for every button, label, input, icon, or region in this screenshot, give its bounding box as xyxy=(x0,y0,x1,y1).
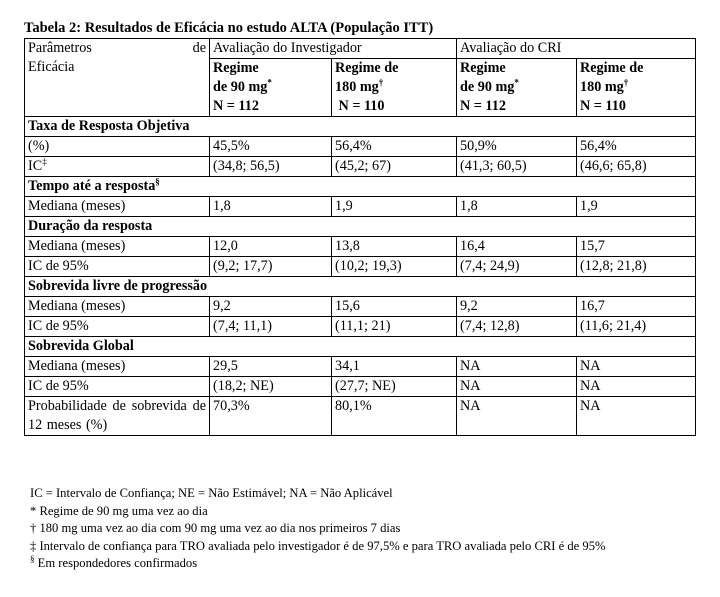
footnote-mark: * xyxy=(514,77,519,88)
row-label xyxy=(25,197,210,217)
table-cell: (27,7; NE) xyxy=(332,377,457,397)
table-cell: (18,2; NE) xyxy=(210,377,332,397)
row-label-text: IC de 95% xyxy=(28,318,89,334)
regimen-line: Regime xyxy=(213,60,259,76)
table-cell: NA xyxy=(457,397,577,436)
regimen-n: N = 112 xyxy=(460,98,506,114)
regimen-n: N = 110 xyxy=(335,98,385,114)
table-cell: 9,2 xyxy=(457,297,577,317)
footnote xyxy=(30,538,694,556)
row-label xyxy=(25,317,210,337)
section-title-text: Sobrevida Global xyxy=(28,338,134,354)
section-row xyxy=(25,217,696,237)
regimen-header-4 xyxy=(577,59,696,117)
row-label-text: Mediana (meses) xyxy=(28,358,126,374)
regimen-dose: de 90 mg* xyxy=(213,77,272,95)
table-cell: 56,4% xyxy=(332,137,457,157)
regimen-n: N = 112 xyxy=(213,98,259,114)
section-title xyxy=(25,277,696,297)
footnote xyxy=(30,503,694,521)
regimen-line: Regime de xyxy=(335,60,399,76)
regimen-line: Regime xyxy=(460,60,506,76)
header-cri: Avaliação do CRI xyxy=(457,39,696,59)
header-parameters-line1: Parâmetros de xyxy=(28,40,206,56)
table-cell: 13,8 xyxy=(332,237,457,257)
table-row xyxy=(25,317,696,337)
table-cell: (41,3; 60,5) xyxy=(457,157,577,177)
row-label xyxy=(25,297,210,317)
row-label-text: (%) xyxy=(28,138,50,154)
table-row xyxy=(25,357,696,377)
footnote-text: IC = Intervalo de Confiança; NE = Não Estimável; NA = Não Aplicável xyxy=(30,486,393,500)
table-cell: (7,4; 11,1) xyxy=(210,317,332,337)
table-cell: 15,7 xyxy=(577,237,696,257)
row-label-text: IC xyxy=(28,158,43,174)
table-cell: 29,5 xyxy=(210,357,332,377)
footnote-mark: * xyxy=(267,77,272,88)
table-cell: NA xyxy=(577,357,696,377)
table-cell: 45,5% xyxy=(210,137,332,157)
footnotes xyxy=(30,485,694,573)
row-label xyxy=(25,397,210,436)
footnote-text: * Regime de 90 mg uma vez ao dia xyxy=(30,503,208,518)
regimen-n: N = 110 xyxy=(580,98,626,114)
regimen-line: Regime de xyxy=(580,60,644,76)
regimen-header-1 xyxy=(210,59,332,117)
table-row xyxy=(25,297,696,317)
section-title-text: Sobrevida livre de progressão xyxy=(28,278,208,294)
row-label xyxy=(25,237,210,257)
table-cell: 12,0 xyxy=(210,237,332,257)
regimen-header-2 xyxy=(332,59,457,117)
table-cell: NA xyxy=(457,357,577,377)
table-row xyxy=(25,237,696,257)
row-label-text: Mediana (meses) xyxy=(28,238,126,254)
row-label-text: Mediana (meses) xyxy=(28,198,126,214)
row-label-text: IC de 95% xyxy=(28,258,89,274)
row-label-text: Probabilidade de sobrevida de 12 meses (%) xyxy=(28,398,206,433)
row-label-text: IC de 95% xyxy=(28,378,89,394)
regimen-dose: 180 mg† xyxy=(335,77,384,95)
table-cell: (46,6; 65,8) xyxy=(577,157,696,177)
footnote-text: Em respondedores confirmados xyxy=(34,556,198,571)
section-title xyxy=(25,177,696,197)
table-cell: 15,6 xyxy=(332,297,457,317)
section-title xyxy=(25,217,696,237)
section-row xyxy=(25,337,696,357)
table-cell: (9,2; 17,7) xyxy=(210,257,332,277)
table-cell: 1,8 xyxy=(210,197,332,217)
footnote-text: ‡ Intervalo de confiança para TRO avaliada pelo investigador é de 97,5% e para TRO avaliada pelo CRI é de 95% xyxy=(30,538,606,553)
footnote-text: † 180 mg uma vez ao dia com 90 mg uma vez ao dia nos primeiros 7 dias xyxy=(30,521,401,536)
table-cell: 56,4% xyxy=(577,137,696,157)
footnote-mark: † xyxy=(623,77,629,88)
efficacy-table xyxy=(24,38,696,436)
footnote-mark: ‡ xyxy=(42,156,47,167)
footnote-mark: § xyxy=(155,176,160,187)
table-cell: (11,6; 21,4) xyxy=(577,317,696,337)
row-label xyxy=(25,257,210,277)
table-cell: 34,1 xyxy=(332,357,457,377)
table-row xyxy=(25,377,696,397)
row-label-text: Mediana (meses) xyxy=(28,298,126,314)
table-cell: (7,4; 24,9) xyxy=(457,257,577,277)
table-cell: 9,2 xyxy=(210,297,332,317)
section-row xyxy=(25,117,696,137)
footnote-mark: † xyxy=(378,77,384,88)
table-cell: (7,4; 12,8) xyxy=(457,317,577,337)
table-cell: 1,9 xyxy=(577,197,696,217)
table-cell: NA xyxy=(577,397,696,436)
table-row xyxy=(25,257,696,277)
header-parameters-line2: Eficácia xyxy=(28,59,75,75)
table-cell: (10,2; 19,3) xyxy=(332,257,457,277)
table-cell: NA xyxy=(457,377,577,397)
table-cell: NA xyxy=(577,377,696,397)
row-label xyxy=(25,137,210,157)
regimen-dose: 180 mg† xyxy=(580,77,629,95)
table-row xyxy=(25,197,696,217)
table-caption: Tabela 2: Resultados de Eficácia no estudo ALTA (População ITT) xyxy=(24,20,434,36)
regimen-dose: de 90 mg* xyxy=(460,77,519,95)
section-title-text: Tempo até a resposta xyxy=(28,178,156,194)
table-cell: 16,7 xyxy=(577,297,696,317)
table-cell: (45,2; 67) xyxy=(332,157,457,177)
table-cell: (11,1; 21) xyxy=(332,317,457,337)
table-cell: (34,8; 56,5) xyxy=(210,157,332,177)
section-title-text: Taxa de Resposta Objetiva xyxy=(28,118,190,134)
row-label xyxy=(25,357,210,377)
row-label xyxy=(25,377,210,397)
footnote xyxy=(30,485,694,503)
table-cell: 70,3% xyxy=(210,397,332,436)
header-investigator: Avaliação do Investigador xyxy=(210,39,457,59)
row-label xyxy=(25,157,210,177)
table-row xyxy=(25,397,696,436)
header-parameters xyxy=(25,39,210,117)
table-cell: 50,9% xyxy=(457,137,577,157)
section-row xyxy=(25,177,696,197)
footnote xyxy=(30,520,694,538)
table-cell: 1,8 xyxy=(457,197,577,217)
section-title-text: Duração da resposta xyxy=(28,218,153,234)
section-title xyxy=(25,337,696,357)
header-row-groups xyxy=(25,39,696,59)
table-cell: (12,8; 21,8) xyxy=(577,257,696,277)
footnote-mark: § xyxy=(30,554,35,565)
table-row xyxy=(25,157,696,177)
table-row xyxy=(25,137,696,157)
table-cell: 16,4 xyxy=(457,237,577,257)
section-row xyxy=(25,277,696,297)
table-cell: 1,9 xyxy=(332,197,457,217)
section-title xyxy=(25,117,696,137)
footnote xyxy=(30,555,694,573)
table-cell: 80,1% xyxy=(332,397,457,436)
regimen-header-3 xyxy=(457,59,577,117)
